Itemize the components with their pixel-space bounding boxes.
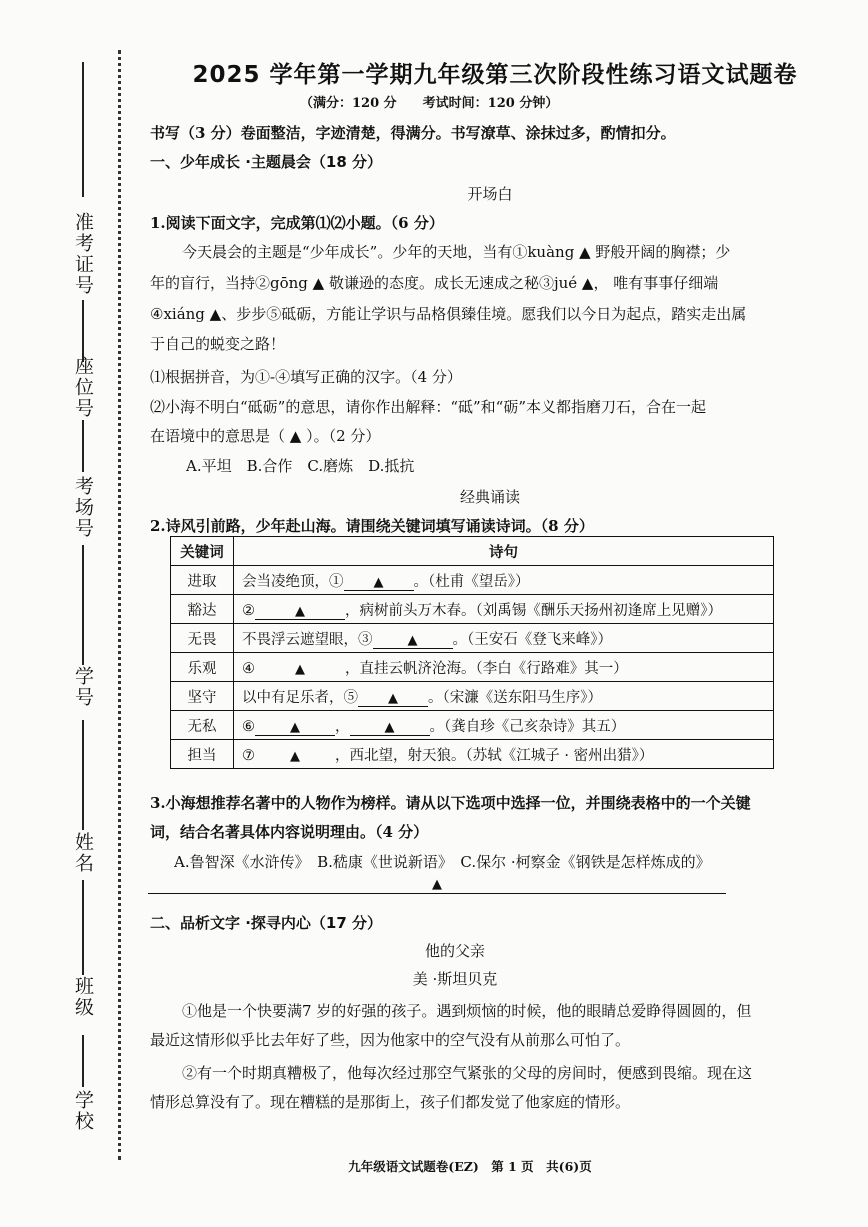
- name-underline: [82, 720, 84, 830]
- question-2: 2.诗风引前路，少年赴山海。请围绕关键词填写诵读诗词。（8 分）: [150, 517, 594, 535]
- part-read-heading: 经典诵读: [459, 488, 520, 506]
- answer-blank[interactable]: ▲: [255, 604, 345, 620]
- question-1: 1.阅读下面文字，完成第⑴⑵小题。（6 分）: [150, 214, 444, 232]
- answer-line[interactable]: [148, 893, 726, 894]
- poem-source: ，病树前头万木春。（刘禹锡《酬乐天扬州初逢席上见赠》）: [345, 602, 722, 619]
- part-open-heading: 开场白: [467, 185, 513, 203]
- table-row: [171, 653, 774, 682]
- class-label: 班级: [72, 976, 94, 1018]
- poem-text: 以中有足乐者，⑤: [242, 689, 358, 706]
- poem-text: ⑥: [242, 718, 255, 735]
- binding-dotted-line: [118, 50, 121, 1160]
- q1-paragraph-line: 于自己的蜕变之路！: [150, 335, 286, 353]
- table-header-poem: 诗句: [234, 537, 774, 566]
- section1-heading: 一、少年成长 ·主题晨会（18 分）: [150, 153, 383, 171]
- q1-2-options: A.平坦 B.合作 C.磨炼 D.抵抗: [186, 457, 415, 475]
- table-row: [171, 595, 774, 624]
- section2-heading: 二、品析文字 ·探寻内心（17 分）: [150, 914, 383, 932]
- answer-blank[interactable]: ▲: [350, 720, 430, 736]
- row-keyword: 无畏: [171, 624, 234, 653]
- row-poem: [234, 740, 774, 769]
- table-header-row: [171, 537, 774, 566]
- seat-underline: [82, 300, 84, 362]
- school-underline: [82, 1035, 84, 1087]
- answer-blank[interactable]: ▲: [358, 691, 428, 707]
- answer-blank[interactable]: ▲: [295, 661, 305, 677]
- ticket-label: 准考证号: [72, 212, 94, 296]
- table-header-key: 关键词: [171, 537, 234, 566]
- row-poem: [234, 711, 774, 740]
- poem-text: 会当凌绝顶，①: [242, 573, 344, 590]
- article-paragraph-line: 情形总算没有了。现在糟糕的是那街上，孩子们都发觉了他家庭的情形。: [150, 1093, 631, 1111]
- article-paragraph-line: 最近这情形似乎比去年好了些，因为他家中的空气没有从前那么可怕了。: [150, 1031, 631, 1049]
- answer-blank[interactable]: ▲: [344, 575, 414, 591]
- table-row: [171, 624, 774, 653]
- room-underline: [82, 420, 84, 472]
- table-row: [171, 711, 774, 740]
- question-1-1: ⑴根据拼音，为①-④填写正确的汉字。（4 分）: [150, 368, 462, 386]
- q1-paragraph-line: 年的盲行，当持②gōng ▲ 敬谦逊的态度。成长无速成之秘③jué ▲， 唯有事事仔细端: [150, 274, 719, 292]
- row-keyword: 豁达: [171, 595, 234, 624]
- table-row: [171, 682, 774, 711]
- name-label: 姓名: [72, 832, 94, 874]
- row-keyword: 进取: [171, 566, 234, 595]
- q1-paragraph-line: ④xiáng ▲、步步⑤砥砺，方能让学识与品格俱臻佳境。愿我们以今日为起点，踏实走出属: [150, 305, 747, 323]
- poem-text: 不畏浮云遮望眼，③: [242, 631, 373, 648]
- school-label: 学校: [72, 1090, 94, 1132]
- q1-paragraph-line: 今天晨会的主题是“少年成长”。少年的天地，当有①kuàng ▲ 野般开阔的胸襟；少: [182, 243, 731, 261]
- student-no-label: 学号: [72, 666, 94, 708]
- answer-triangle: ▲: [432, 877, 442, 892]
- question-3-cont: 词，结合名著具体内容说明理由。（4 分）: [150, 823, 429, 841]
- question-1-2: ⑵小海不明白“砥砺”的意思，请你作出解释：“砥”和“砺”本义都指磨刀石，合在一起: [150, 398, 707, 416]
- poem-table: [170, 536, 774, 769]
- row-keyword: 乐观: [171, 653, 234, 682]
- seat-label: 座位号: [72, 356, 94, 419]
- room-label: 考场号: [72, 476, 94, 539]
- handwriting-note: 书写（3 分）卷面整洁，字迹清楚，得满分。书写潦草、涂抹过多，酌情扣分。: [150, 124, 676, 142]
- poem-source: 。（王安石《登飞来峰》）: [452, 631, 612, 648]
- article-author: 美 ·斯坦贝克: [412, 970, 498, 988]
- q3-options: A.鲁智深《水浒传》 B.嵇康《世说新语》 C.保尔 ·柯察金《钢铁是怎样炼成的》: [174, 853, 711, 871]
- poem-text: ④: [242, 660, 255, 677]
- poem-source: 。（杜甫《望岳》）: [413, 573, 530, 590]
- row-poem: [234, 595, 774, 624]
- answer-blank[interactable]: ▲: [290, 748, 300, 764]
- table-row: [171, 566, 774, 595]
- row-poem: [234, 624, 774, 653]
- student-no-underline: [82, 545, 84, 665]
- row-keyword: 无私: [171, 711, 234, 740]
- table-row: [171, 740, 774, 769]
- poem-text: ⑦: [242, 747, 255, 764]
- answer-blank[interactable]: ▲: [255, 720, 335, 736]
- poem-source: ，直挂云帆济沧海。（李白《行路难》其一）: [345, 660, 628, 677]
- article-title: 他的父亲: [424, 942, 485, 960]
- row-poem: [234, 566, 774, 595]
- poem-text: ，: [335, 718, 350, 735]
- poem-source: ，西北望，射天狼。（苏轼《江城子 · 密州出猎》）: [335, 747, 654, 764]
- exam-title: 2025 学年第一学期九年级第三次阶段性练习语文试题卷: [192, 62, 798, 88]
- poem-source: 。（宋濂《送东阳马生序》）: [428, 689, 602, 706]
- row-poem: [234, 682, 774, 711]
- article-paragraph-line: ②有一个时期真糟极了，他每次经过那空气紧张的父母的房间时，便感到畏缩。现在这: [182, 1064, 753, 1082]
- poem-text: ②: [242, 602, 255, 619]
- page-footer: 九年级语文试题卷(EZ) 第 1 页 共(6)页: [348, 1159, 592, 1174]
- question-3: 3.小海想推荐名著中的人物作为榜样。请从以下选项中选择一位，并围绕表格中的一个关键: [150, 794, 751, 812]
- ticket-underline: [82, 62, 84, 197]
- article-paragraph-line: ①他是一个快要满7 岁的好强的孩子。遇到烦恼的时候，他的眼睛总爱睁得圆圆的，但: [182, 1002, 752, 1020]
- answer-blank[interactable]: ▲: [373, 633, 453, 649]
- class-underline: [82, 880, 84, 975]
- exam-subtitle: （满分：120 分 考试时间：120 分钟）: [300, 96, 559, 111]
- row-keyword: 坚守: [171, 682, 234, 711]
- row-poem: [234, 653, 774, 682]
- row-keyword: 担当: [171, 740, 234, 769]
- question-1-2-cont: 在语境中的意思是（ ▲ ）。（2 分）: [150, 427, 381, 445]
- poem-source: 。（龚自珍《己亥杂诗》其五）: [429, 718, 626, 735]
